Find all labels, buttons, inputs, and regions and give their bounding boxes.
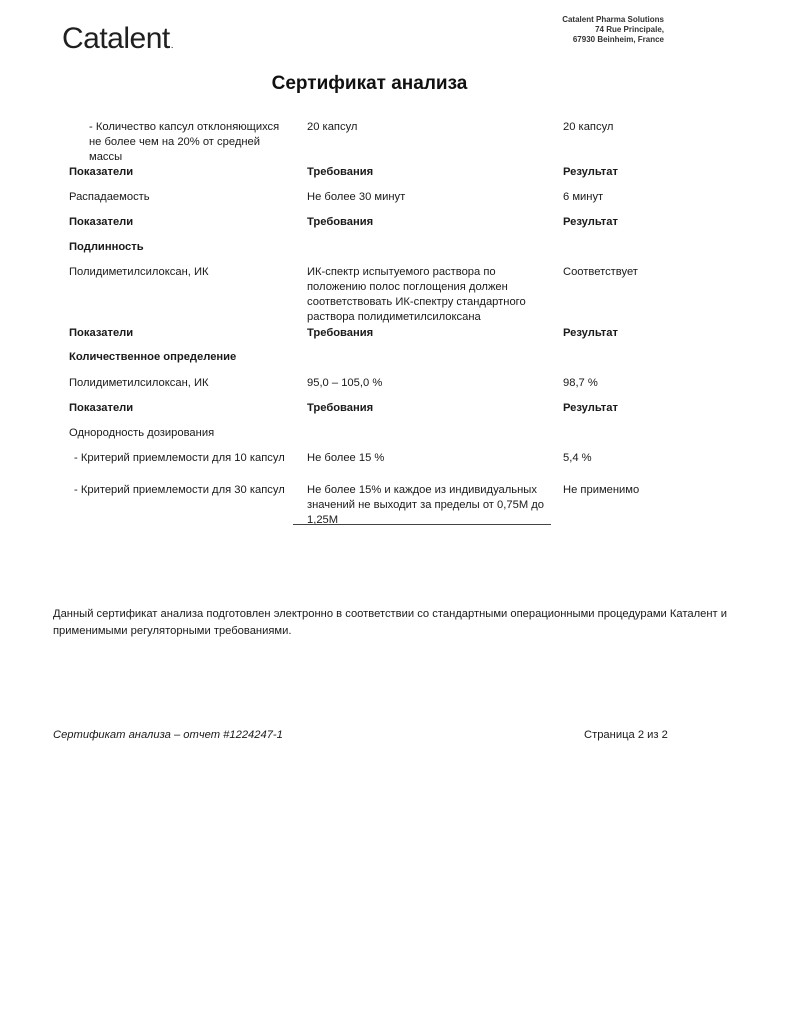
company-address: [562, 15, 664, 45]
report-number: Сертификат анализа – отчет #1224247-1: [53, 729, 283, 741]
result-cell: 98,7 %: [563, 377, 598, 389]
header-result: Результат: [563, 216, 618, 228]
parameter-cell: Распадаемость: [69, 191, 150, 203]
header-parameters: Показатели: [69, 166, 134, 178]
parameter-cell: - Критерий приемлемости для 10 капсул: [74, 452, 285, 464]
header-requirements: Требования: [307, 216, 374, 228]
result-cell: 5,4 %: [563, 452, 592, 464]
page-number: Страница 2 из 2: [584, 729, 668, 741]
address-line: 67930 Beinheim, France: [572, 35, 664, 44]
requirement-cell: Не более 30 минут: [307, 191, 406, 203]
requirement-cell: 20 капсул: [307, 121, 358, 133]
parameter-cell: Полидиметилсилоксан, ИК: [69, 266, 209, 278]
header-result: Результат: [563, 327, 618, 339]
table-bottom-rule: [293, 524, 551, 525]
address-line: Catalent Pharma Solutions: [562, 15, 664, 24]
result-cell: 6 минут: [563, 191, 604, 203]
parameter-cell: - Критерий приемлемости для 30 капсул: [74, 484, 285, 496]
result-cell: Не применимо: [563, 484, 640, 496]
document-title: Сертификат анализа: [271, 73, 468, 94]
header-requirements: Требования: [307, 327, 374, 339]
certificate-note: Данный сертификат анализа подготовлен электронно в соответствии со стандартными операционными процедурами Каталент и применимыми регуляторными требованиями.: [53, 608, 728, 637]
parameter-cell: - Количество капсул отклоняющихся не более чем на 20% от средней массы: [89, 121, 280, 163]
logo-dot: .: [170, 40, 174, 51]
header-parameters: Показатели: [69, 327, 134, 339]
result-cell: 20 капсул: [563, 121, 614, 133]
header-parameters: Показатели: [69, 216, 134, 228]
requirement-cell: 95,0 – 105,0 %: [307, 377, 383, 389]
header-requirements: Требования: [307, 166, 374, 178]
section-heading: Однородность дозирования: [69, 427, 215, 439]
company-logo: [62, 22, 173, 56]
parameter-cell: Полидиметилсилоксан, ИК: [69, 377, 209, 389]
result-cell: Соответствует: [563, 266, 638, 278]
requirement-cell: Не более 15% и каждое из индивидуальных значений не выходит за пределы от 0,75М до 1,25М: [307, 484, 544, 526]
section-heading: Подлинность: [69, 241, 144, 253]
header-requirements: Требования: [307, 402, 374, 414]
header-result: Результат: [563, 166, 618, 178]
header-result: Результат: [563, 402, 618, 414]
section-heading: Количественное определение: [69, 351, 237, 363]
header-parameters: Показатели: [69, 402, 134, 414]
logo-text: Catalent: [62, 22, 170, 55]
requirement-cell: Не более 15 %: [307, 452, 385, 464]
address-line: 74 Rue Principale,: [595, 25, 664, 34]
requirement-cell: ИК-спектр испытуемого раствора по положению полос поглощения должен соответствовать ИК-спектру стандартного раствора полидиметилсилоксана: [307, 266, 526, 323]
